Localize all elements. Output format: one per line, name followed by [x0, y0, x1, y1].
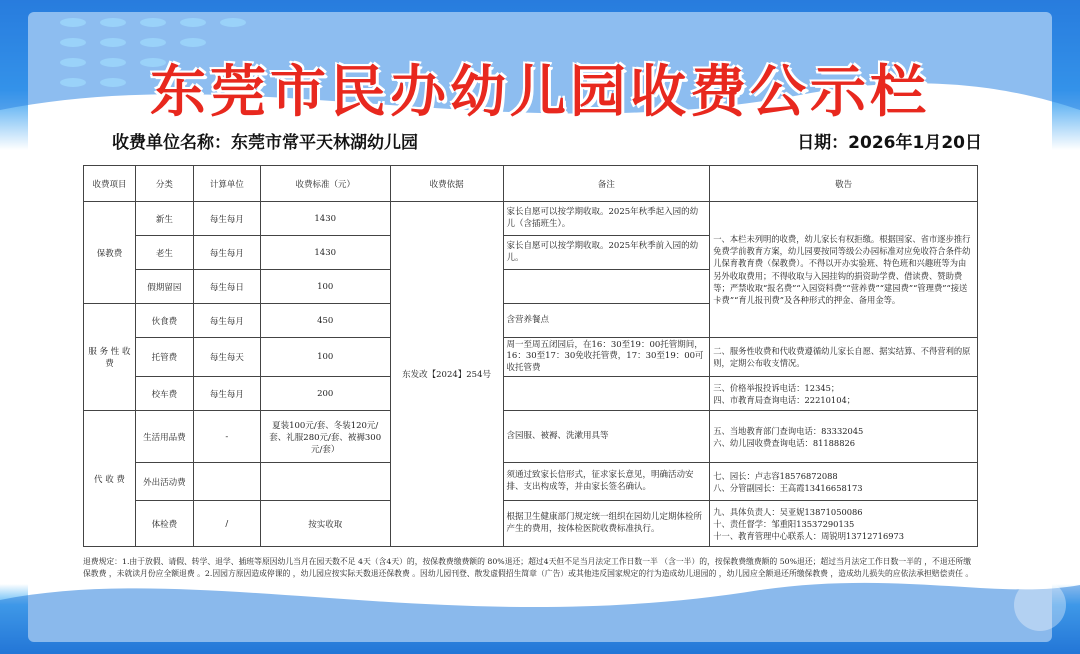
notice-date: 日期：2026年1月20日	[797, 133, 982, 153]
warning-5: 五、当地教育部门查询电话：83332045	[713, 425, 864, 436]
header-category: 分类	[135, 166, 193, 202]
row-standard: 100	[260, 270, 390, 304]
row-note: 家长自愿可以按学期收取。2025年秋季前入园的幼儿。	[503, 236, 710, 270]
group-service: 服 务 性 收 费	[84, 304, 136, 411]
warning-6: 六、幼儿园收费查询电话：81188826	[713, 437, 856, 448]
warning-4: 四、市教育局查询电话：22210104；	[713, 394, 856, 405]
row-unit: 每生每天	[193, 338, 260, 377]
row-standard: 夏装100元/套、冬装120元/套、礼服280元/套、被褥300元/套）	[260, 411, 390, 463]
row-standard: 按实收取	[260, 501, 390, 547]
header-fee-item: 收费项目	[84, 166, 136, 202]
header-basis: 收费依据	[390, 166, 503, 202]
warning-3-4	[710, 377, 978, 411]
warning-2: 二、服务性收费和代收费遵循幼儿家长自愿、据实结算、不得营利的原则，定期公布收支情况。	[710, 338, 978, 377]
institution-name: 收费单位名称：东莞市常平天林湖幼儿园	[112, 133, 418, 153]
warning-11: 十一、教育管理中心联系人：周锐明13712716973	[713, 530, 905, 541]
row-note: 家长自愿可以按学期收取。2025年秋季起入园的幼儿（含插班生）。	[503, 202, 710, 236]
row-standard: 450	[260, 304, 390, 338]
warning-1: 一、本栏未列明的收费，幼儿家长有权拒缴。根据国家、省市逐步推行免费学前教育方案，幼儿园要按同等级公办园标准对应免收符合条件幼儿保育教育费（保教费）。不得以开办实验班、特色班和兴趣班等为由另外收取费用；不得收取与入园挂钩的捐资助学费、借读费、赞助费等；严禁收取“报名费”“入园资料费”“营养费”“建园费”“管理费”“接送卡费”“育儿报刊费”及各种形式的押金、备用金等。	[710, 202, 978, 338]
group-baojiao: 保教费	[84, 202, 136, 304]
row-note: 根据卫生健康部门规定统一组织在园幼儿定期体检所产生的费用，按体检医院收费标准执行。	[503, 501, 710, 547]
table-header-row	[84, 166, 978, 202]
row-unit: 每生每月	[193, 377, 260, 411]
row-category: 体检费	[135, 501, 193, 547]
row-category: 外出活动费	[135, 463, 193, 501]
warning-7: 七、园长：卢志容18576872088	[713, 470, 838, 481]
warning-3: 三、价格举报投诉电话：12345；	[713, 382, 840, 393]
table-row	[84, 463, 978, 501]
row-category: 托管费	[135, 338, 193, 377]
refund-policy: 退费规定：1.由于放假、请假、转学、退学、插班等原因幼儿当月在园天数不足 4天（含4天）的，按保教费缴费额的 80%退还；超过4天但不足当月法定工作日数一半 （含一半）的，按保教费缴费额的 50%退还；超过当月法定工作日数一半的 ，不退还所缴保教费 ，未就读月份应全额退费 。2.因园方原因造成停课的 ，幼儿园应按实际天数退还保教费 。因幼儿园刊登、散发虚假招生简章（广告）或其他违反国家规定的行为造成幼儿退园的 ，幼儿园应全额退还所缴保教费 ，造成幼儿损失的应依法承担赔偿责任 。	[83, 557, 974, 579]
row-category: 校车费	[135, 377, 193, 411]
table-row	[84, 411, 978, 463]
row-note	[503, 270, 710, 304]
row-note: 含营养餐点	[503, 304, 710, 338]
fee-table	[83, 165, 978, 547]
row-unit: 每生每月	[193, 202, 260, 236]
header-unit: 计算单位	[193, 166, 260, 202]
row-standard: 200	[260, 377, 390, 411]
warning-7-8	[710, 463, 978, 501]
header-standard: 收费标准（元）	[260, 166, 390, 202]
row-category: 生活用品费	[135, 411, 193, 463]
header-note: 备注	[503, 166, 710, 202]
row-unit: /	[193, 501, 260, 547]
page-title: 东莞市民办幼儿园收费公示栏	[150, 60, 930, 125]
group-proxy: 代 收 费	[84, 411, 136, 547]
row-category: 新生	[135, 202, 193, 236]
header-warning: 敬告	[710, 166, 978, 202]
warning-9: 九、具体负责人：吴亚妮13871050086	[713, 506, 863, 517]
warning-5-6	[710, 411, 978, 463]
warning-8: 八、分管副园长：王高霞13416658173	[713, 482, 863, 493]
row-unit: -	[193, 411, 260, 463]
table-row	[84, 338, 978, 377]
row-note: 须通过致家长信形式，征求家长意见，明确活动安排、支出构成等，并由家长签名确认。	[503, 463, 710, 501]
table-row	[84, 377, 978, 411]
row-unit: 每生每月	[193, 236, 260, 270]
row-standard: 100	[260, 338, 390, 377]
row-unit: 每生每月	[193, 304, 260, 338]
row-note	[503, 377, 710, 411]
row-category: 假期留园	[135, 270, 193, 304]
row-category: 老生	[135, 236, 193, 270]
warning-10: 十、责任督学：邹重阳13537290135	[713, 518, 855, 529]
row-note: 含园服、被褥、洗漱用具等	[503, 411, 710, 463]
row-standard: 1430	[260, 202, 390, 236]
row-standard: 1430	[260, 236, 390, 270]
fee-basis: 东发改【2024】254号	[390, 202, 503, 547]
row-unit: 每生每日	[193, 270, 260, 304]
row-standard	[260, 463, 390, 501]
row-unit	[193, 463, 260, 501]
table-row	[84, 202, 978, 236]
row-note: 周一至周五闭园后，在16：30至19：00托管期间，16：30至17：30免收托管费，17：30至19：00可收托管费	[503, 338, 710, 377]
row-category: 伙食费	[135, 304, 193, 338]
table-row	[84, 501, 978, 547]
warning-9-11	[710, 501, 978, 547]
